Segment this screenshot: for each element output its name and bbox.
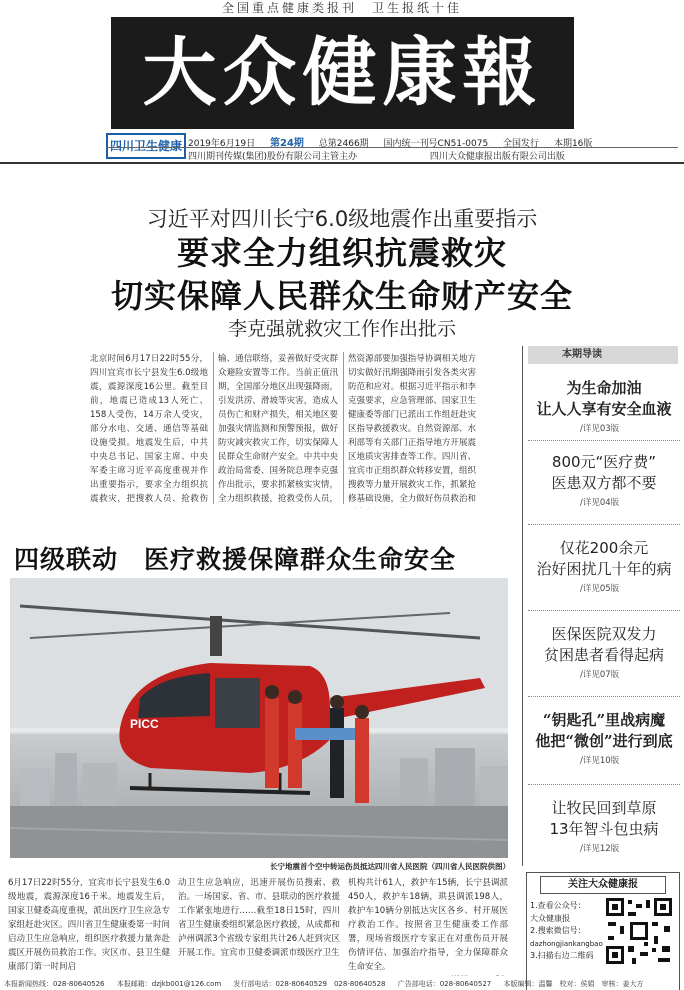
guide-item-line1: 800元“医疗费”: [551, 453, 657, 471]
guide-item-line1: 为生命加油: [566, 379, 642, 397]
guide-item-line1: 让牧民回到草原: [551, 799, 657, 817]
distribution: 全国发行: [503, 139, 540, 149]
qr-code-icon[interactable]: [604, 896, 674, 966]
lead-kicker: 习近平对四川长宁6.0级地震作出重要指示: [146, 207, 538, 231]
helicopter-logo-text: PICC: [130, 717, 159, 731]
helicopter-photo: [10, 578, 508, 858]
footer-distribution-phone: 发行部电话：028-80640529 028-80640528: [233, 980, 386, 988]
header-rule: [106, 147, 678, 148]
guide-item-line2: 让人人享有安全血液: [536, 400, 672, 418]
guide-separator: [528, 524, 680, 525]
guide-item-line2: 13年智斗包虫病: [549, 820, 659, 838]
cn-number: 国内统一刊号CN51-0075: [383, 139, 489, 149]
guide-separator: [528, 784, 680, 785]
lead-column-2: 输、通信联络，妥善做好受灾群众避险安置等工作。当前正值汛期，全国部分地区出现强降雨，引发洪涝、滑坡等灾害，造成人员伤亡和财产损失，相关地区要加强灾情监测和预警预报，做好防灾减灾救灾工作，切实保障人民群众生命财产安全。中共中央政治局常委、国务院总理李克强作出批示，要求抓紧核实灾情，全力组织救援，抢救受伤人员，: [218, 354, 338, 504]
guide-item[interactable]: [528, 624, 680, 680]
guide-divider: [522, 346, 523, 866]
guide-item[interactable]: [528, 710, 680, 766]
qr-step1-value: 大众健康报: [530, 913, 570, 923]
column-divider: [213, 352, 214, 504]
issue-number: 第24期: [269, 138, 304, 149]
second-column-2: 动卫生应急响应，迅速开展伤员搜索、救治。一场国家、省、市、县联动的医疗救援工作紧张地进行……截至18日15时，四川省卫生健康委组织紧急医疗救援，从成都和泸州调派3个省级专家组共计26人赶到灾区开展工作。宜宾市卫健委调派市级医疗卫生: [178, 878, 340, 958]
second-column-3: [348, 876, 508, 976]
guide-separator: [528, 440, 680, 441]
lead-headline-1: 要求全力组织抗震救灾: [176, 234, 507, 272]
guide-item-line2: 医患双方都不要: [551, 474, 657, 492]
header-rule-bottom: [0, 162, 684, 164]
second-column-1: 6月17日22时55分，宜宾市长宁县发生6.0级地震，震源深度16千米。地震发生后，国家卫健委高度重视，派出医疗卫生应急专家组赶赴灾区。四川省卫生健康委第一时间启动卫生应急响应，组织医疗救援力量奔赴震区开展伤员救治工作。灾区市、县卫生健康部门第一时间启: [8, 878, 170, 972]
lead-column-3: [348, 352, 476, 508]
tagline: 全国重点健康类报刊 卫生报纸十佳: [221, 1, 462, 15]
lead-headline-2: 切实保障人民群众生命财产安全: [110, 277, 573, 315]
guide-item[interactable]: [528, 538, 680, 594]
publisher: 四川大众健康报出版有限公司出版: [429, 152, 565, 162]
guide-item-ref: /详见10版: [580, 756, 620, 766]
footer-editors: 本版编辑：温馨 校对：侯娟 审核：姜大方: [503, 980, 644, 988]
total-issue: 总第2466期: [318, 139, 369, 149]
column-divider: [343, 352, 344, 504]
guide-item-line1: “钥匙孔”里战病魔: [542, 711, 666, 729]
guide-item-ref: /详见04版: [580, 498, 620, 508]
guide-item[interactable]: [528, 798, 680, 854]
guide-separator: [528, 610, 680, 611]
footer-bar: [0, 978, 684, 990]
guide-item-line1: 医保医院双发力: [551, 625, 657, 643]
lead-subheadline: 李克强就救灾工作作出批示: [227, 318, 456, 340]
guide-item-line2: 治好困扰几十年的病: [536, 560, 672, 578]
issue-date: 2019年6月19日: [188, 139, 256, 149]
footer-email: 本报邮箱：dzjkb001@126.com: [116, 980, 222, 988]
guide-item-ref: /详见03版: [580, 424, 620, 434]
page-count: 本期16版: [553, 139, 593, 149]
guide-item[interactable]: [528, 452, 680, 508]
guide-item-line1: 仅花200余元: [559, 539, 649, 557]
qr-step2: 2.搜索微信号：: [530, 926, 586, 935]
guide-item-ref: /详见07版: [580, 670, 620, 680]
second-headline: 四级联动 医疗救援保障群众生命安全: [14, 545, 457, 574]
qr-title: 关注大众健康报: [540, 876, 666, 894]
second-column-3-text: 机构共计61人，救护车15辆，长宁县调派450人，救护车18辆，珙县调派198人，救护车10辆分别抵达灾区各乡、村开展医疗救治工作。按照省卫生健康委工作部署，现场省级医疗专家正在对重伤员开展伤情评估、加强治疗指导，全力保障群众生命安全。: [348, 878, 508, 972]
lead-column-1: 北京时间6月17日22时55分，四川宜宾市长宁县发生6.0级地震，震源深度16公里。截至目前，地震已造成13人死亡、158人受伤，14万余人受灾，部分水电、交通、通信等基础设施受损。地震发生后，中共中央总书记、国家主席、中央军委主席习近平高度重视并作出重要指示，要求全力组织抗震救灾，把搜救人员、抢救伤: [90, 354, 208, 504]
helicopter-illustration: [10, 578, 508, 858]
masthead-logo: 大众健康報: [111, 17, 574, 129]
section-badge: 四川卫生健康: [106, 133, 186, 159]
guide-item-ref: /详见05版: [580, 584, 620, 594]
guide-item-line2: 贫困患者看得起病: [543, 646, 664, 664]
qr-step3: 3.扫描右边二维码: [530, 951, 594, 960]
guide-item-line2: 他把“微创”进行到底: [535, 732, 673, 750]
second-source: [348, 974, 508, 976]
lead-column-3-text: 然资源部要加强指导协调相关地方切实做好汛期强降雨引发各类灾害防范和应对。根据习近平指示和李克强要求，应急管理部、国家卫生健康委等部门已派出工作组赶赴灾区指导救援救灾。自然资源部、水利部等有关部门正指导地方开展震区地质灾害排查等工作。四川省、宜宾市正组织群众转移安置，组织搜救等力量开展救灾工作，抓紧抢修基础设施，全力做好伤员救治和: [348, 354, 476, 504]
guide-item-ref: /详见12版: [580, 844, 620, 854]
qr-step2-value: dazhongjiankangbao: [530, 939, 603, 948]
guide-heading: 本期导读: [528, 346, 678, 364]
publisher-line: [188, 149, 678, 162]
guide-separator: [528, 696, 680, 697]
qr-steps: [530, 900, 603, 963]
guide-item[interactable]: [528, 378, 680, 434]
qr-step1: 1.查看公众号：: [530, 901, 586, 910]
photo-caption: 长宁地震首个空中转运伤员抵达四川省人民医院（四川省人民医院供图）: [270, 862, 510, 871]
footer-hotline: 本报新闻热线：028-80640526: [4, 980, 105, 988]
footer-ad-phone: 广告部电话：028-80640527: [397, 980, 492, 988]
sponsor: 四川期刊传媒(集团)股份有限公司主管主办: [188, 152, 358, 162]
